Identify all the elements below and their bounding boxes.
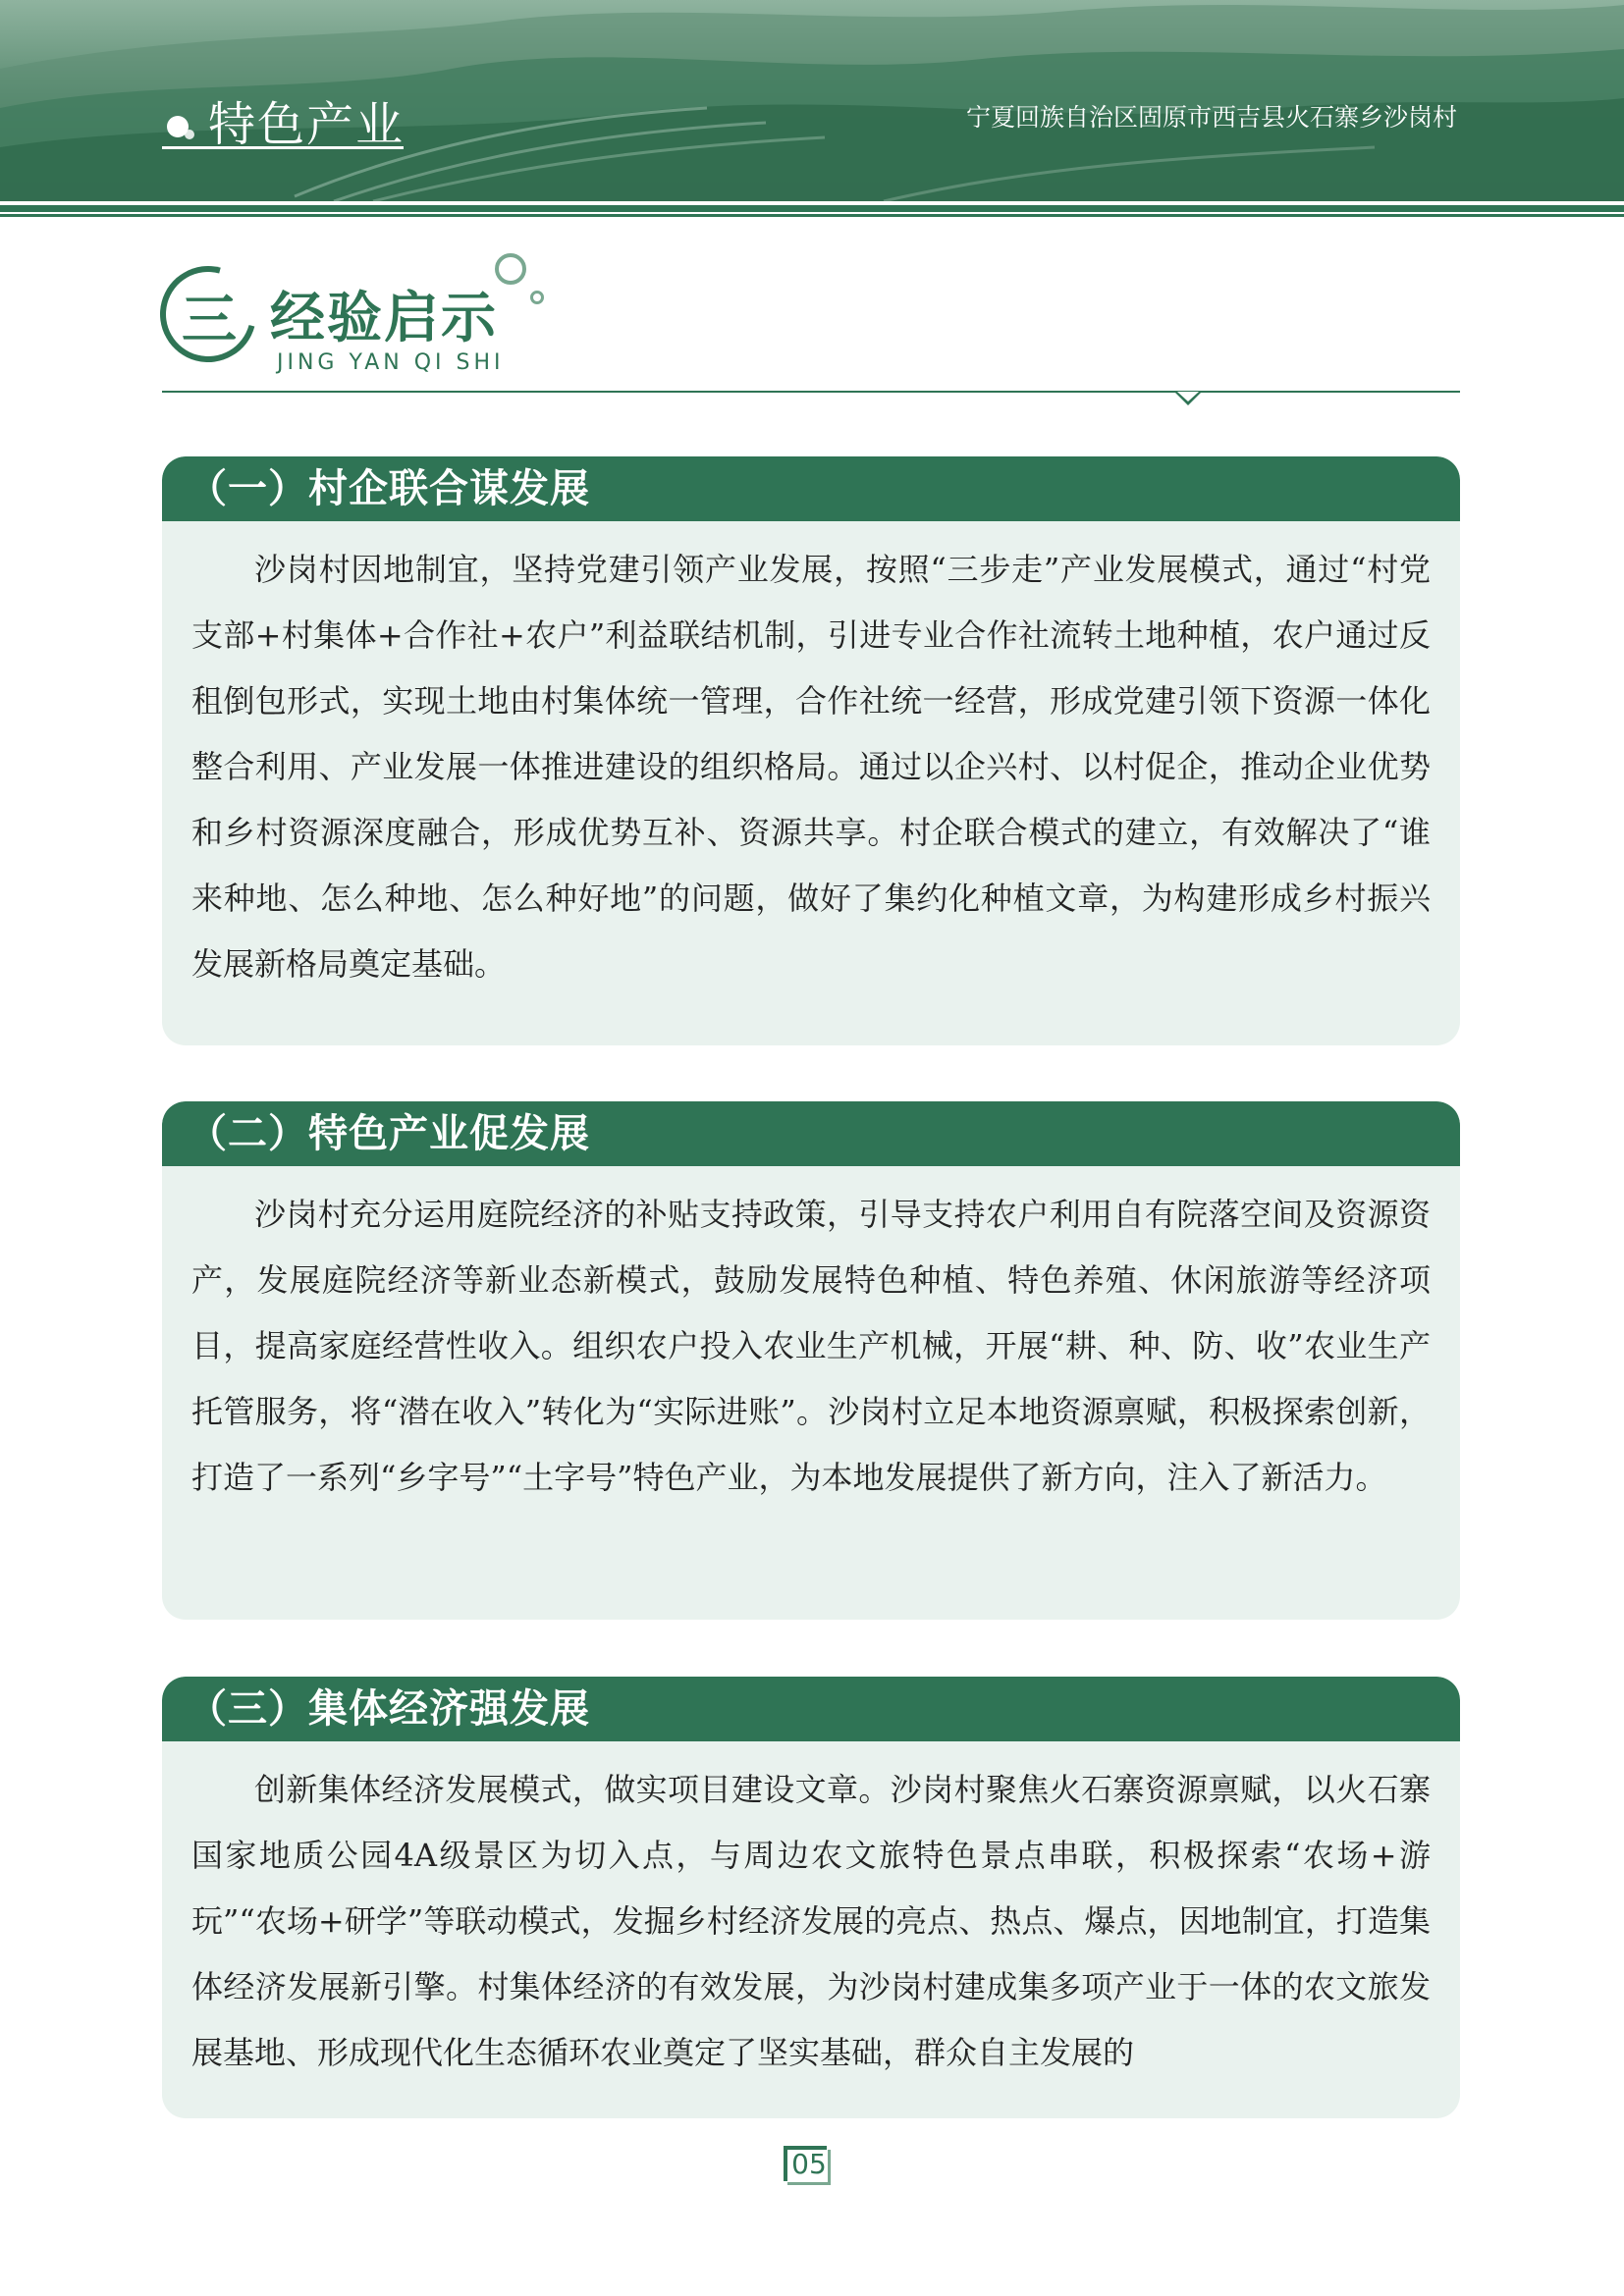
card-body-text: 创新集体经济发展模式，做实项目建设文章。沙岗村聚焦火石寨资源禀赋，以火石寨国家地质公园4A级景区为切入点，与周边农文旅特色景点串联，积极探索“农场+游玩”“农场+研学”等联动模式，发掘乡村经济发展的亮点、热点、爆点，因地制宜，打造集体经济发展新引擎。村集体经济的有效发展，为沙岗村建成集多项产业于一体的农文旅发展基地、形成现代化生态循环农业奠定了坚实基础，群众自主发展的 xyxy=(191,1771,1431,2071)
card-village-enterprise xyxy=(162,456,1460,1045)
section-pinyin: JING YAN QI SHI xyxy=(277,350,505,375)
header-banner xyxy=(0,0,1624,201)
location-label: 宁夏回族自治区固原市西吉县火石寨乡沙岗村 xyxy=(965,103,1457,132)
card-body-text: 沙岗村因地制宜，坚持党建引领产业发展，按照“三步走”产业发展模式，通过“村党支部+村集体+合作社+农户”利益联结机制，引进专业合作社流转土地种植，农户通过反租倒包形式，实现土地由村集体统一管理，合作社统一经营，形成党建引领下资源一体化整合利用、产业发展一体推进建设的组织格局。通过以企兴村、以村促企，推动企业优势和乡村资源深度融合，形成优势互补、资源共享。村企联合模式的建立，有效解决了“谁来种地、怎么种地、怎么种好地”的问题，做好了集约化种植文章，为构建形成乡村振兴发展新格局奠定基础。 xyxy=(191,551,1431,983)
card-collective-economy xyxy=(162,1677,1460,2118)
section-rule xyxy=(162,391,1460,393)
card-featured-industry xyxy=(162,1101,1460,1620)
bubble-ornament-small xyxy=(530,291,544,304)
rule-notch-inner xyxy=(1177,392,1199,401)
section-title: 经验启示 xyxy=(270,287,498,350)
section-number: 三 xyxy=(182,289,237,352)
bubble-ornament xyxy=(495,253,526,285)
card-heading: （二）特色产业促发展 xyxy=(162,1101,1460,1166)
page-number: 05 xyxy=(791,2148,827,2180)
card-heading: （一）村企联合谋发展 xyxy=(162,456,1460,521)
category-title: 特色产业 xyxy=(208,97,406,152)
card-heading: （三）集体经济强发展 xyxy=(162,1677,1460,1741)
header-rule-thin xyxy=(0,214,1624,217)
header-rule xyxy=(0,205,1624,212)
dot-ornament-small xyxy=(185,130,194,139)
card-body-text: 沙岗村充分运用庭院经济的补贴支持政策，引导支持农户利用自有院落空间及资源资产，发展庭院经济等新业态新模式，鼓励发展特色种植、特色养殖、休闲旅游等经济项目，提高家庭经营性收入。组织农户投入农业生产机械，开展“耕、种、防、收”农业生产托管服务，将“潜在收入”转化为“实际进账”。沙岗村立足本地资源禀赋，积极探索创新，打造了一系列“乡字号”“土字号”特色产业，为本地发展提供了新方向，注入了新活力。 xyxy=(191,1196,1431,1496)
